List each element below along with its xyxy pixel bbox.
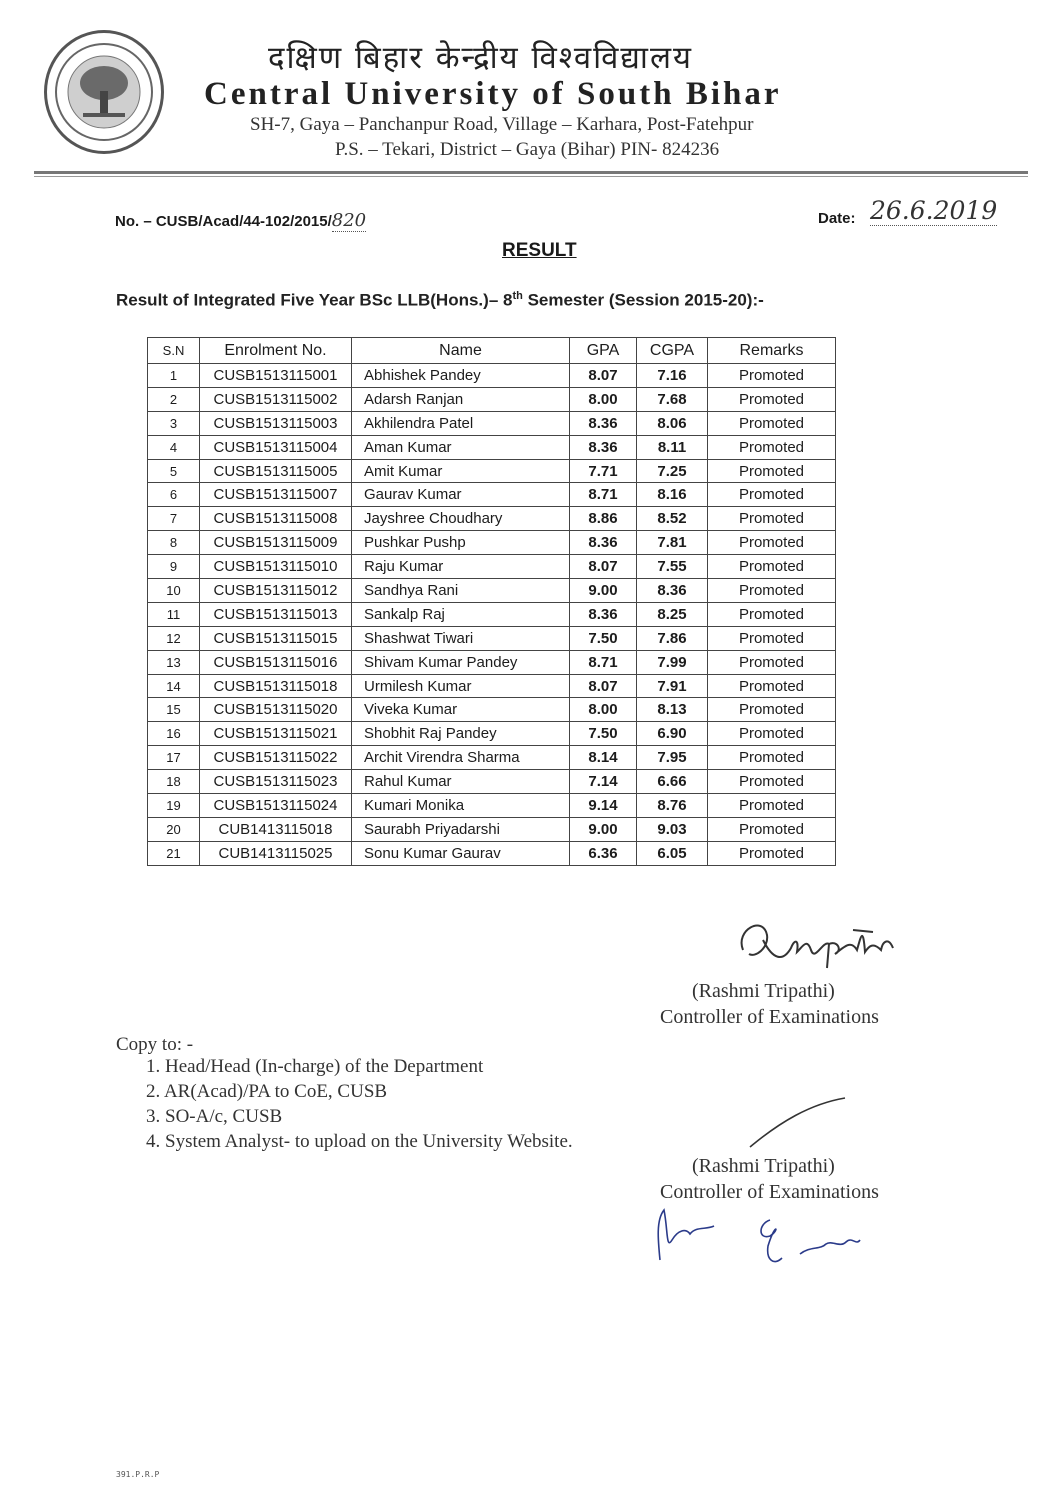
cell-remarks: Promoted: [708, 507, 836, 531]
cell-gpa: 9.00: [570, 579, 637, 603]
reference-label: No. – CUSB/Acad/44-102/2015/: [115, 213, 332, 230]
cell-name: Shobhit Raj Pandey: [352, 722, 570, 746]
cell-cgpa: 7.81: [637, 531, 708, 555]
cell-name: Saurabh Priyadarshi: [352, 817, 570, 841]
cell-remarks: Promoted: [708, 531, 836, 555]
cell-sn: 19: [148, 794, 200, 818]
cell-sn: 21: [148, 841, 200, 865]
header-divider: [34, 171, 1028, 174]
cell-enrolment: CUSB1513115007: [200, 483, 352, 507]
cell-sn: 2: [148, 387, 200, 411]
cell-gpa: 8.86: [570, 507, 637, 531]
cell-sn: 12: [148, 626, 200, 650]
footer-page-tag: 391.P.R.P: [116, 1470, 160, 1479]
copy-to-item: 1. Head/Head (In-charge) of the Department: [146, 1056, 484, 1077]
cell-sn: 17: [148, 746, 200, 770]
table-row: [148, 483, 836, 507]
results-table: [147, 337, 836, 866]
address-line-1: SH-7, Gaya – Panchanpur Road, Village – Karhara, Post-Fatehpur: [250, 114, 754, 135]
table-row: [148, 459, 836, 483]
cell-sn: 3: [148, 411, 200, 435]
table-row: [148, 579, 836, 603]
table-row: [148, 841, 836, 865]
intro-text: Result of Integrated Five Year BSc LLB(Hons.)– 8: [116, 290, 513, 310]
address-line-2: P.S. – Tekari, District – Gaya (Bihar) PIN- 824236: [335, 139, 720, 160]
table-row: [148, 746, 836, 770]
table-row: [148, 602, 836, 626]
signatory-role: Controller of Examinations: [660, 1006, 879, 1028]
cell-gpa: 8.07: [570, 674, 637, 698]
cell-sn: 14: [148, 674, 200, 698]
cell-enrolment: CUB1413115025: [200, 841, 352, 865]
cell-cgpa: 7.25: [637, 459, 708, 483]
cell-enrolment: CUSB1513115018: [200, 674, 352, 698]
cell-gpa: 7.50: [570, 626, 637, 650]
date-label: Date:: [818, 210, 856, 227]
cell-remarks: Promoted: [708, 674, 836, 698]
cell-remarks: Promoted: [708, 746, 836, 770]
university-english-name: Central University of South Bihar: [204, 76, 782, 112]
cell-gpa: 8.07: [570, 555, 637, 579]
cell-remarks: Promoted: [708, 794, 836, 818]
header-cgpa: CGPA: [637, 338, 708, 364]
cell-name: Shashwat Tiwari: [352, 626, 570, 650]
cell-cgpa: 8.13: [637, 698, 708, 722]
cell-cgpa: 7.16: [637, 364, 708, 388]
cell-gpa: 8.71: [570, 650, 637, 674]
cell-cgpa: 6.66: [637, 770, 708, 794]
cell-name: Sonu Kumar Gaurav: [352, 841, 570, 865]
intro-text-end: Semester (Session 2015-20):-: [522, 290, 764, 310]
signatory-role-2: Controller of Examinations: [660, 1181, 879, 1203]
cell-name: Sandhya Rani: [352, 579, 570, 603]
cell-enrolment: CUSB1513115023: [200, 770, 352, 794]
cell-gpa: 8.14: [570, 746, 637, 770]
cell-gpa: 8.71: [570, 483, 637, 507]
cell-sn: 5: [148, 459, 200, 483]
cell-enrolment: CUSB1513115009: [200, 531, 352, 555]
table-row: [148, 555, 836, 579]
result-heading: RESULT: [502, 240, 577, 261]
cell-gpa: 8.00: [570, 698, 637, 722]
reference-number: [115, 210, 366, 231]
cell-gpa: 8.36: [570, 531, 637, 555]
cell-sn: 15: [148, 698, 200, 722]
cell-enrolment: CUSB1513115013: [200, 602, 352, 626]
cell-name: Gaurav Kumar: [352, 483, 570, 507]
cell-remarks: Promoted: [708, 602, 836, 626]
cell-name: Pushkar Pushp: [352, 531, 570, 555]
cell-remarks: Promoted: [708, 722, 836, 746]
cell-remarks: Promoted: [708, 698, 836, 722]
cell-gpa: 9.14: [570, 794, 637, 818]
cell-cgpa: 9.03: [637, 817, 708, 841]
cell-sn: 7: [148, 507, 200, 531]
cell-sn: 11: [148, 602, 200, 626]
initials-scribbles: [650, 1200, 880, 1280]
cell-name: Shivam Kumar Pandey: [352, 650, 570, 674]
cell-name: Kumari Monika: [352, 794, 570, 818]
cell-name: Akhilendra Patel: [352, 411, 570, 435]
header-name: Name: [352, 338, 570, 364]
cell-remarks: Promoted: [708, 770, 836, 794]
tree-emblem-icon: [47, 33, 161, 151]
signatory-name: (Rashmi Tripathi): [692, 980, 835, 1002]
table-row: [148, 364, 836, 388]
cell-remarks: Promoted: [708, 459, 836, 483]
cell-cgpa: 8.16: [637, 483, 708, 507]
table-row: [148, 507, 836, 531]
cell-name: Archit Virendra Sharma: [352, 746, 570, 770]
cell-enrolment: CUSB1513115008: [200, 507, 352, 531]
cell-gpa: 7.14: [570, 770, 637, 794]
cell-remarks: Promoted: [708, 817, 836, 841]
cell-remarks: Promoted: [708, 841, 836, 865]
cell-remarks: Promoted: [708, 483, 836, 507]
cell-enrolment: CUB1413115018: [200, 817, 352, 841]
handwritten-signature: [733, 910, 913, 990]
cell-gpa: 8.07: [570, 364, 637, 388]
copy-to-item: 3. SO-A/c, CUSB: [146, 1106, 283, 1127]
cell-name: Aman Kumar: [352, 435, 570, 459]
cell-name: Abhishek Pandey: [352, 364, 570, 388]
cell-enrolment: CUSB1513115005: [200, 459, 352, 483]
cell-cgpa: 8.36: [637, 579, 708, 603]
table-row: [148, 387, 836, 411]
cell-name: Rahul Kumar: [352, 770, 570, 794]
cell-gpa: 9.00: [570, 817, 637, 841]
cell-sn: 8: [148, 531, 200, 555]
cell-enrolment: CUSB1513115015: [200, 626, 352, 650]
cell-enrolment: CUSB1513115001: [200, 364, 352, 388]
header-divider-thin: [34, 176, 1028, 177]
cell-remarks: Promoted: [708, 626, 836, 650]
cell-enrolment: CUSB1513115020: [200, 698, 352, 722]
cell-name: Adarsh Ranjan: [352, 387, 570, 411]
date-handwritten-value: 26.6.2019: [870, 196, 998, 225]
header-gpa: GPA: [570, 338, 637, 364]
cell-cgpa: 7.99: [637, 650, 708, 674]
cell-sn: 16: [148, 722, 200, 746]
cell-sn: 18: [148, 770, 200, 794]
cell-gpa: 8.36: [570, 602, 637, 626]
cell-cgpa: 6.05: [637, 841, 708, 865]
cell-remarks: Promoted: [708, 411, 836, 435]
cell-cgpa: 8.25: [637, 602, 708, 626]
cell-gpa: 8.36: [570, 435, 637, 459]
cell-gpa: 8.00: [570, 387, 637, 411]
signature-stroke: [740, 1092, 850, 1152]
cell-name: Viveka Kumar: [352, 698, 570, 722]
cell-name: Raju Kumar: [352, 555, 570, 579]
cell-sn: 4: [148, 435, 200, 459]
table-row: [148, 650, 836, 674]
cell-remarks: Promoted: [708, 364, 836, 388]
cell-cgpa: 7.68: [637, 387, 708, 411]
table-row: [148, 722, 836, 746]
cell-remarks: Promoted: [708, 579, 836, 603]
cell-sn: 20: [148, 817, 200, 841]
cell-cgpa: 7.95: [637, 746, 708, 770]
cell-cgpa: 8.76: [637, 794, 708, 818]
table-row: [148, 435, 836, 459]
table-row: [148, 674, 836, 698]
cell-cgpa: 8.11: [637, 435, 708, 459]
table-body: [148, 364, 836, 866]
copy-to-item: 2. AR(Acad)/PA to CoE, CUSB: [146, 1081, 388, 1102]
cell-sn: 1: [148, 364, 200, 388]
cell-sn: 10: [148, 579, 200, 603]
cell-gpa: 8.36: [570, 411, 637, 435]
cell-enrolment: CUSB1513115021: [200, 722, 352, 746]
cell-cgpa: 8.52: [637, 507, 708, 531]
cell-sn: 6: [148, 483, 200, 507]
cell-cgpa: 7.55: [637, 555, 708, 579]
cell-enrolment: CUSB1513115024: [200, 794, 352, 818]
cell-name: Amit Kumar: [352, 459, 570, 483]
cell-enrolment: CUSB1513115022: [200, 746, 352, 770]
reference-handwritten-number: 820: [331, 210, 367, 231]
intro-superscript: th: [512, 290, 523, 302]
table-row: [148, 698, 836, 722]
header-sn: S.N: [148, 338, 200, 364]
cell-remarks: Promoted: [708, 387, 836, 411]
cell-name: Jayshree Choudhary: [352, 507, 570, 531]
table-row: [148, 770, 836, 794]
result-intro: [116, 290, 764, 311]
table-row: [148, 626, 836, 650]
cell-remarks: Promoted: [708, 650, 836, 674]
cell-gpa: 6.36: [570, 841, 637, 865]
cell-cgpa: 6.90: [637, 722, 708, 746]
header-remarks: Remarks: [708, 338, 836, 364]
university-hindi-name: दक्षिण बिहार केन्द्रीय विश्वविद्यालय: [268, 40, 693, 76]
cell-cgpa: 8.06: [637, 411, 708, 435]
cell-name: Urmilesh Kumar: [352, 674, 570, 698]
cell-enrolment: CUSB1513115003: [200, 411, 352, 435]
signatory-name-2: (Rashmi Tripathi): [692, 1155, 835, 1177]
university-logo-seal: [44, 30, 164, 154]
cell-enrolment: CUSB1513115002: [200, 387, 352, 411]
cell-enrolment: CUSB1513115004: [200, 435, 352, 459]
cell-cgpa: 7.91: [637, 674, 708, 698]
table-header-row: [148, 338, 836, 364]
cell-sn: 13: [148, 650, 200, 674]
header-enrolment: Enrolment No.: [200, 338, 352, 364]
table-row: [148, 411, 836, 435]
table-row: [148, 794, 836, 818]
cell-cgpa: 7.86: [637, 626, 708, 650]
cell-sn: 9: [148, 555, 200, 579]
copy-to-item: 4. System Analyst- to upload on the University Website.: [146, 1131, 573, 1152]
cell-enrolment: CUSB1513115016: [200, 650, 352, 674]
cell-enrolment: CUSB1513115010: [200, 555, 352, 579]
cell-enrolment: CUSB1513115012: [200, 579, 352, 603]
cell-remarks: Promoted: [708, 555, 836, 579]
copy-to-list: [146, 1056, 573, 1156]
table-row: [148, 817, 836, 841]
cell-name: Sankalp Raj: [352, 602, 570, 626]
cell-gpa: 7.71: [570, 459, 637, 483]
copy-to-label: Copy to: -: [116, 1034, 194, 1055]
cell-gpa: 7.50: [570, 722, 637, 746]
cell-remarks: Promoted: [708, 435, 836, 459]
table-row: [148, 531, 836, 555]
